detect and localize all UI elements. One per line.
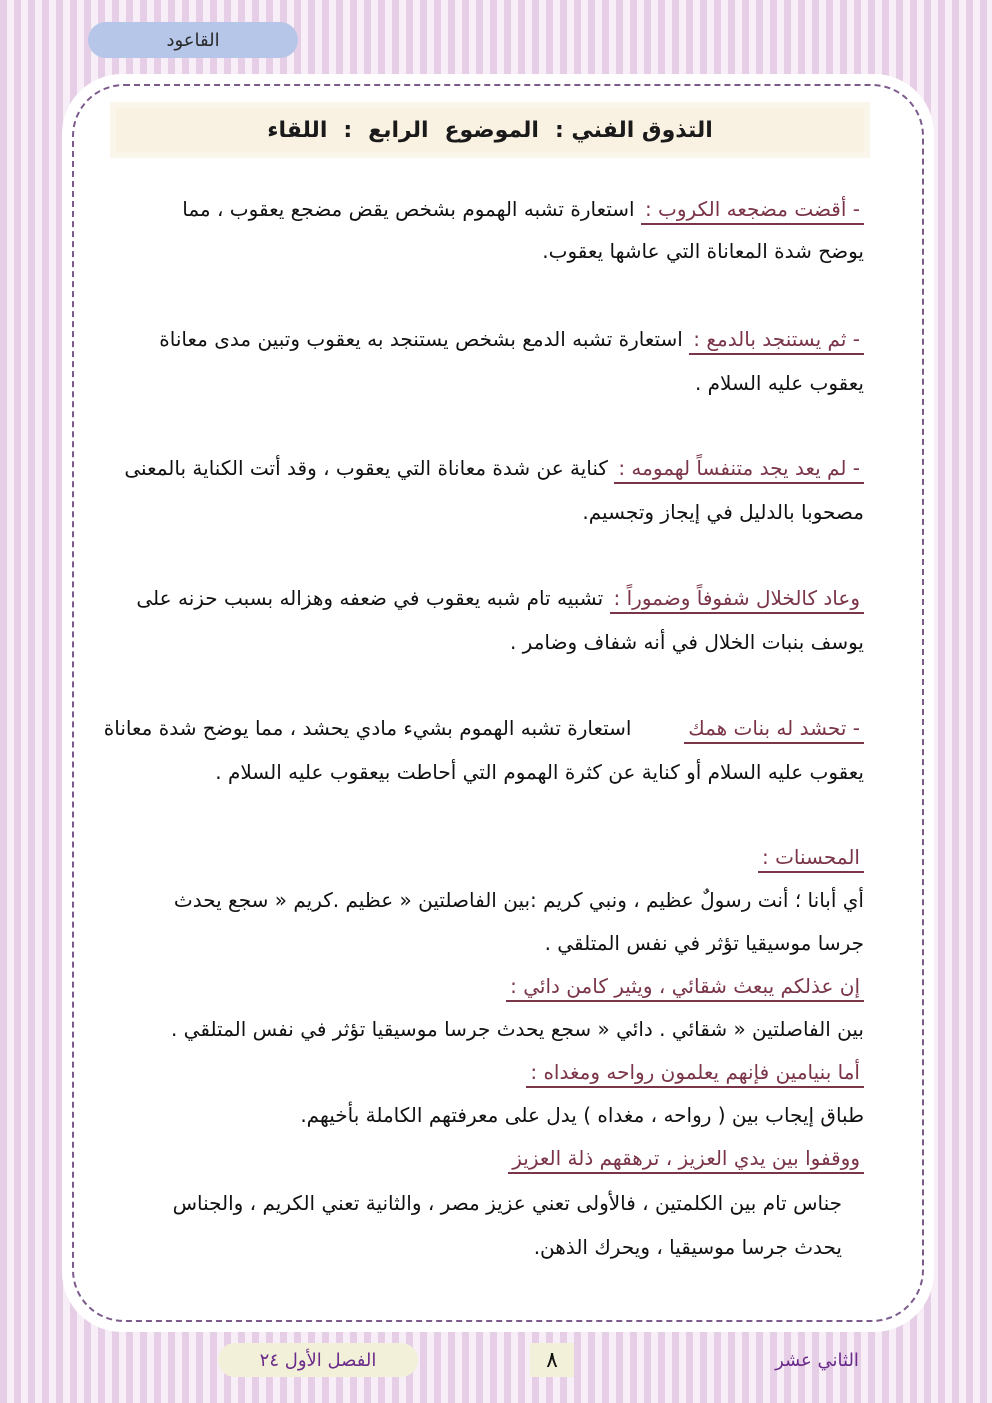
item-3-term: - لم يعد يجد متنفساً لهمومه : — [614, 456, 864, 484]
item-1-term: - أقضت مضجعه الكروب : — [641, 197, 864, 225]
page-number: ٨ — [530, 1343, 574, 1377]
item-2-text-1: استعارة تشبه الدمع بشخص يستنجد به يعقوب وتبين مدى معاناة — [159, 327, 683, 351]
item-5-term: - تحشد له بنات همك — [684, 716, 864, 744]
item-4-text-1: تشبيه تام شبه يعقوب في ضعفه وهزاله بسبب حزنه على — [136, 586, 604, 610]
muhassinat-line-4: طباق إيجاب بين ( رواحه ، مغداه ) يدل على معرفتهم الكاملة بأخيهم. — [300, 1103, 864, 1127]
page-title — [110, 102, 870, 158]
muhassinat-heading-4 — [508, 1137, 864, 1179]
title-part-1: التذوق الفني : — [554, 117, 713, 143]
muhassinat-line-5: جناس تام بين الكلمتين ، فالأولى تعني عزيز مصر ، والثانية تعني الكريم ، والجناس — [172, 1191, 842, 1215]
item-1-line-2: يوضح شدة المعاناة التي عاشها يعقوب. — [542, 239, 864, 263]
item-5-line-2: يعقوب عليه السلام أو كناية عن كثرة الهموم التي أحاطت بيعقوب عليه السلام . — [215, 760, 864, 784]
item-5-line-1 — [104, 707, 864, 749]
content-card — [62, 74, 934, 1332]
muhassinat-line-2: جرسا موسيقيا تؤثر في نفس المتلقي . — [544, 931, 864, 955]
muhassinat-line-1: أي أبانا ؛ أنت رسولٌ عظيم ، ونبي كريم :بين الفاصلتين « عظيم .كريم « سجع يحدث — [173, 888, 864, 912]
item-1-line-1 — [182, 188, 864, 230]
item-4-term: وعاد كالخلال شفوفاً وضموراً : — [610, 586, 864, 614]
muhassinat-heading — [758, 836, 864, 878]
grade-label: الثاني عشر — [775, 1349, 859, 1371]
item-5-text-1: استعارة تشبه الهموم بشيء مادي يحشد ، مما يوضح شدة معاناة — [103, 716, 632, 740]
semester-label: الفصل الأول ٢٤ — [218, 1343, 418, 1377]
item-2-term: - ثم يستنجد بالدمع : — [689, 327, 864, 355]
muhassinat-heading-2 — [506, 965, 864, 1007]
muhassinat-line-6: يحدث جرسا موسيقيا ، ويحرك الذهن. — [533, 1235, 842, 1259]
item-4-line-2: يوسف بنبات الخلال في أنه شفاف وضامر . — [509, 630, 864, 654]
title-part-2: الموضوع — [444, 117, 539, 143]
item-4-line-1 — [136, 577, 864, 619]
section-tab: القاعود — [88, 22, 298, 58]
item-1-text-1: استعارة تشبه الهموم بشخص يقض مضجع يعقوب ، مما — [182, 197, 635, 221]
muhassinat-heading-text: المحسنات : — [758, 845, 864, 873]
title-part-3: الرابع — [368, 117, 429, 143]
title-part-4: : — [343, 117, 353, 143]
muhassinat-line-3: بين الفاصلتين « شقائي . دائي « سجع يحدث جرسا موسيقيا تؤثر في نفس المتلقي . — [170, 1017, 864, 1041]
item-3-line-1 — [124, 447, 864, 489]
muhassinat-heading-3 — [526, 1051, 864, 1093]
item-3-text-1: كناية عن شدة معاناة التي يعقوب ، وقد أتت الكناية بالمعنى — [124, 456, 608, 480]
muhassinat-heading-3-text: أما بنيامين فإنهم يعلمون رواحه ومغداه : — [526, 1060, 864, 1088]
muhassinat-heading-2-text: إن عذلكم يبعث شقائي ، ويثير كامن دائي : — [506, 974, 864, 1002]
title-part-5: اللقاء — [267, 117, 328, 143]
item-2-line-2: يعقوب عليه السلام . — [694, 371, 864, 395]
item-3-line-2: مصحوبا بالدليل في إيجاز وتجسيم. — [582, 500, 864, 524]
item-2-line-1 — [159, 318, 864, 360]
muhassinat-heading-4-text: ووقفوا بين يدي العزيز ، ترهقهم ذلة العزيز — [508, 1146, 864, 1174]
